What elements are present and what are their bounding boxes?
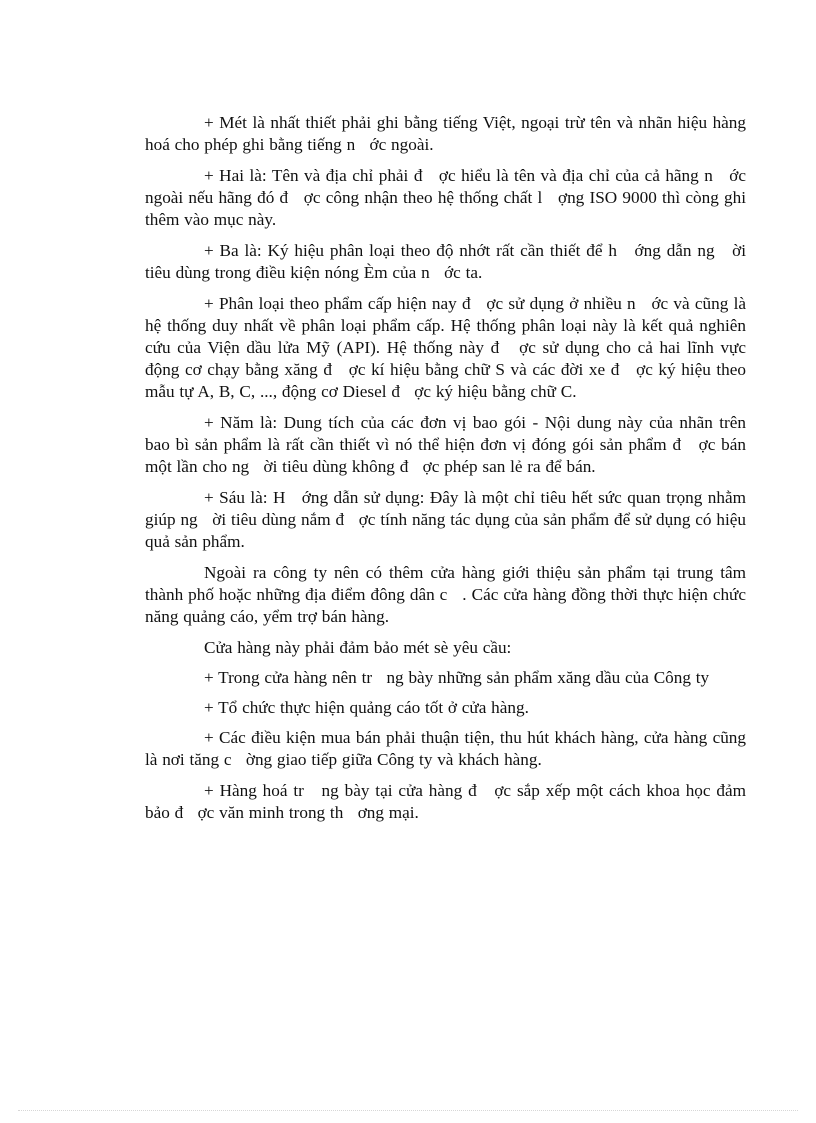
paragraph-store-intro: Ngoài ra công ty nên có thêm cửa hàng giới thiệu sản phẩm tại trung tâm thành phố hoặc những địa điểm đông dân c . Các cửa hàng đồng thời thực hiện chức năng quảng cáo, yểm trợ bán hàng. (145, 563, 751, 626)
paragraph-rule-two: + Hai là: Tên và địa chỉ phải đ ợc hiểu là tên và địa chỉ của cả hãng n ớc ngoài nếu hãng đó đ ợc công nhận theo hệ thống chất l ợng ISO 9000 thì còng ghi thêm vào mục này. (145, 166, 751, 229)
document-body (145, 112, 751, 833)
paragraph-rule-one: + Mét là nhất thiết phải ghi bằng tiếng Việt, ngoại trừ tên và nhãn hiệu hàng hoá cho phép ghi bằng tiếng n ớc ngoài. (145, 113, 751, 154)
paragraph-requirement-display: + Trong cửa hàng nên tr ng bày những sản phẩm xăng dầu của Công ty (204, 668, 710, 687)
paragraph-requirement-advertising: + Tổ chức thực hiện quảng cáo tốt ở cửa hàng. (204, 698, 529, 717)
paragraph-rule-six: + Sáu là: H ớng dẫn sử dụng: Đây là một chỉ tiêu hết sức quan trọng nhằm giúp ng ời tiêu dùng nắm đ ợc tính năng tác dụng của sản phẩm để sử dụng có hiệu quả sản phẩm. (145, 488, 751, 551)
footer-dotted-rule (18, 1110, 798, 1111)
paragraph-store-requirements: Cửa hàng này phải đảm bảo mét sè yêu cầu: (204, 638, 512, 657)
paragraph-requirement-arrangement: + Hàng hoá tr ng bày tại cửa hàng đ ợc sắp xếp một cách khoa học đảm bảo đ ợc văn minh trong th ơng mại. (145, 781, 751, 822)
paragraph-rule-three: + Ba là: Ký hiệu phân loại theo độ nhớt rất cần thiết để h ớng dẫn ng ời tiêu dùng trong điều kiện nóng Èm của n ớc ta. (145, 241, 751, 282)
paragraph-rule-five: + Năm là: Dung tích của các đơn vị bao gói - Nội dung này của nhãn trên bao bì sản phẩm là rất cần thiết vì nó thể hiện đơn vị đóng gói sản phẩm đ ợc bán một lần cho ng ời tiêu dùng không đ ợc phép san lẻ ra để bán. (145, 413, 751, 476)
paragraph-requirement-convenience: + Các điều kiện mua bán phải thuận tiện, thu hút khách hàng, cửa hàng cũng là nơi tăng c ờng giao tiếp giữa Công ty và khách hàng. (145, 728, 751, 769)
paragraph-rule-four: + Phân loại theo phẩm cấp hiện nay đ ợc sử dụng ở nhiều n ớc và cũng là hệ thống duy nhất về phân loại phẩm cấp. Hệ thống phân loại này là kết quả nghiên cứu của Viện dầu lửa Mỹ (API). Hệ thống này đ ợc sử dụng cho cả hai lĩnh vực động cơ chạy bằng xăng đ ợc kí hiệu bằng chữ S và các đời xe đ ợc ký hiệu theo mẫu tự A, B, C, ..., động cơ Diesel đ ợc ký hiệu bằng chữ C. (145, 294, 751, 401)
